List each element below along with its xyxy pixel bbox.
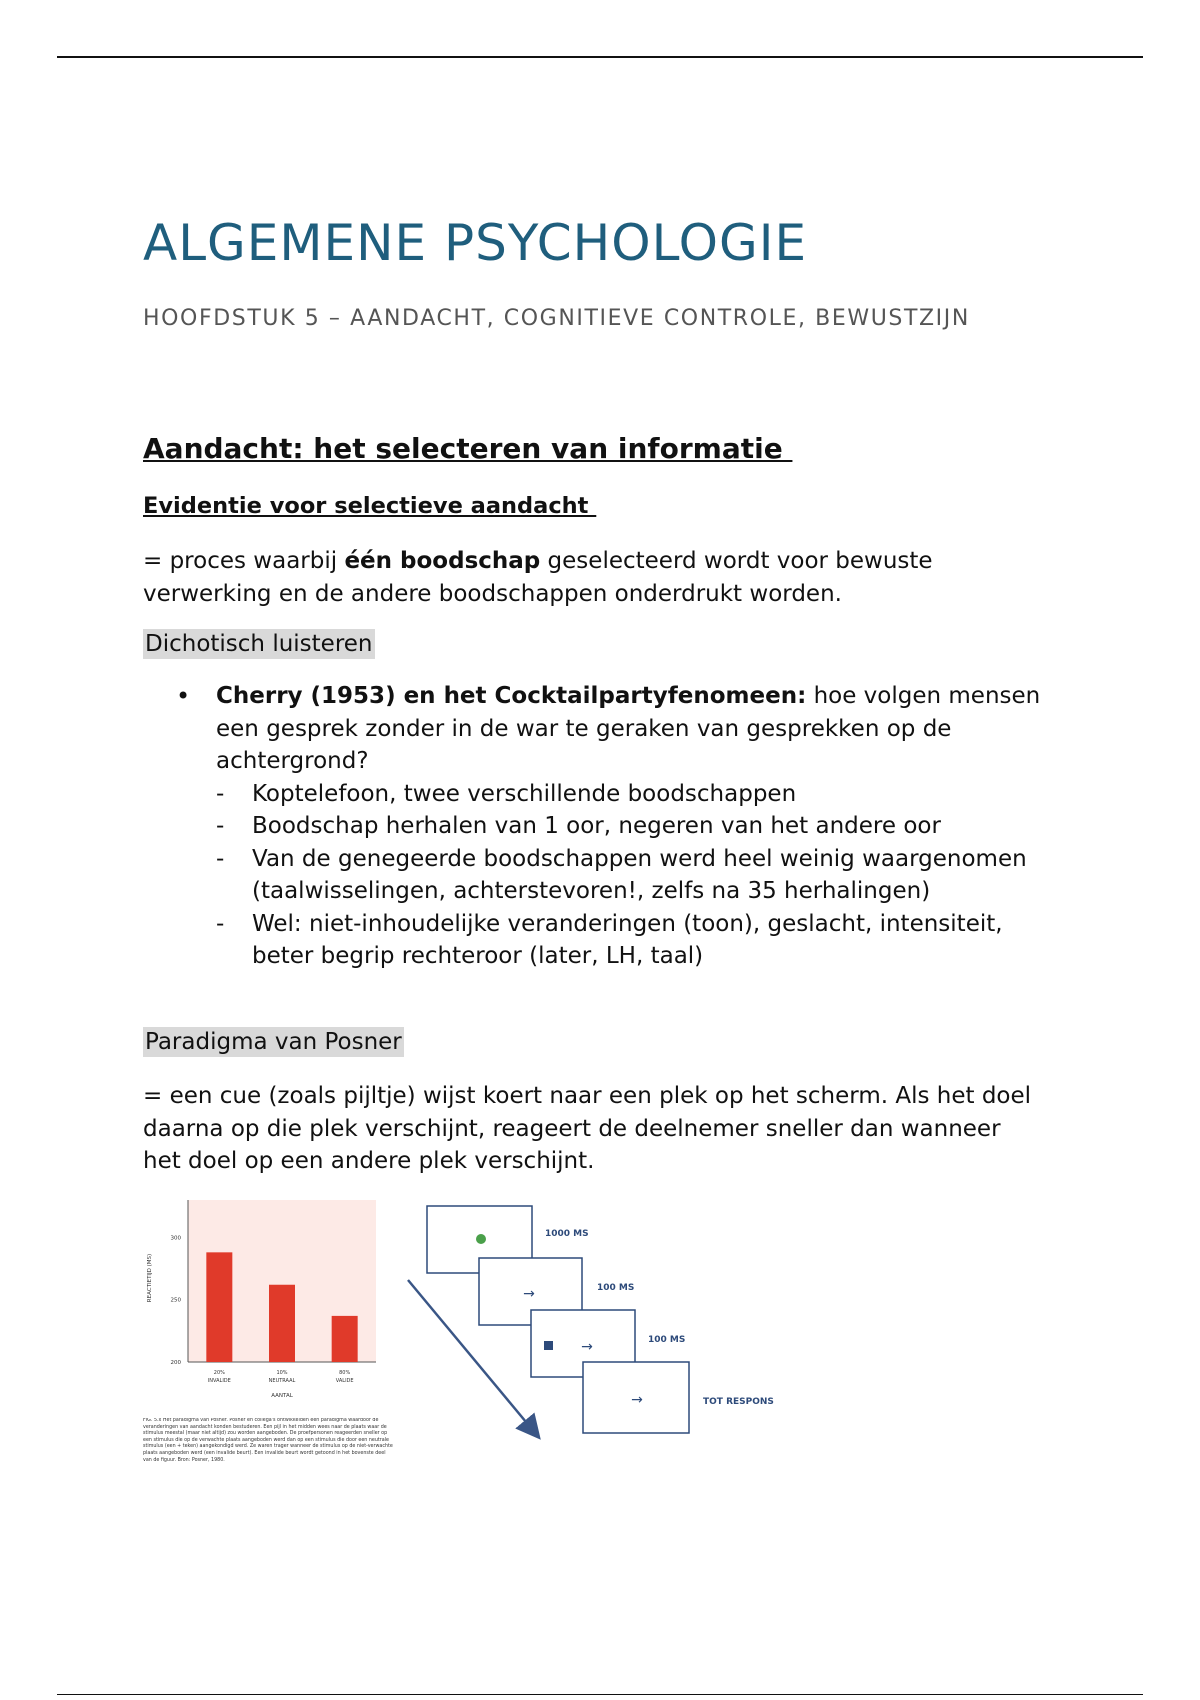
footer-rule <box>57 1694 1143 1695</box>
section-heading: Aandacht: het selecteren van informatie <box>143 432 793 465</box>
dichotic-label: Dichotisch luisteren <box>145 631 373 657</box>
cue-arrow-icon: → <box>631 1392 643 1408</box>
dash-item <box>143 810 1063 843</box>
dash-text: Van de genegeerde boodschappen werd heel weinig waargenomen (taalwisselingen, achterstevoren!, zelfs na 35 herhalingen) <box>252 845 1027 904</box>
dash-mark: - <box>216 910 225 937</box>
frame-label: TOT RESPONS <box>703 1397 774 1407</box>
chart-caption: FIG. 5.x Het paradigma van Posner. Posner en collega's ontwikkelden een paradigma waardoor de veranderingen van aandacht konden bestuderen. Een pijl in het midden wees naar de plaats waar de stimulus meestal (maar niet altijd) zou worden aangeboden. De proefpersonen reageerden sneller op een stimulus die op de verwachte plaats aangeboden werd dan op een stimulus die door een neutrale stimulus (een + teken) aangekondigd werd. Ze waren trager wanneer de stimulus op de niet-verwachte plaats aangeboden werd (een invalide beurt). Een invalide beurt wordt getoond in het bovenste deel van de figuur. Bron: Posner, 1980. <box>143 1418 393 1463</box>
bullet-bold: Cherry (1953) en het Cocktailpartyfenomeen: <box>216 683 807 709</box>
target-square <box>544 1341 553 1350</box>
dash-mark: - <box>216 845 225 872</box>
bullet-text: hoe volgen mensen een gesprek zonder in de war te geraken van gesprekken op de achtergrond? <box>216 683 1041 774</box>
y-tick-label: 300 <box>170 1235 181 1242</box>
sequence-frame <box>583 1362 774 1433</box>
dash-item <box>143 843 1063 908</box>
y-tick-label: 200 <box>170 1360 181 1366</box>
document-subtitle: HOOFDSTUK 5 – AANDACHT, COGNITIEVE CONTROLE, BEWUSTZIJN <box>143 306 970 331</box>
x-axis-label: AANTAL <box>271 1393 293 1399</box>
bar <box>332 1316 358 1362</box>
x-tick-label: NEUTRAAL <box>268 1378 296 1384</box>
dash-item <box>143 908 1063 973</box>
dash-text: Boodschap herhalen van 1 oor, negeren van het andere oor <box>252 813 941 839</box>
dash-text: Koptelefoon, twee verschillende boodschappen <box>252 780 797 807</box>
definition-bold: één boodschap <box>344 548 541 574</box>
document-title: ALGEMENE PSYCHOLOGIE <box>143 214 808 272</box>
x-tick-label: 10% <box>276 1370 288 1376</box>
posner-definition: = een cue (zoals pijltje) wijst koert naar een plek op het scherm. Als het doel daarna op die plek verschijnt, reageert de deelnemer sneller dan wanneer het doel op een andere plek verschijnt. <box>143 1083 1032 1174</box>
section-subheading: Evidentie voor selectieve aandacht <box>143 493 597 519</box>
bar <box>206 1252 232 1362</box>
definition-paragraph <box>143 545 1043 610</box>
bullet-symbol: • <box>176 682 191 710</box>
chart-caption-wrap <box>143 1418 393 1498</box>
header-rule <box>57 56 1143 58</box>
frame-label: 100 MS <box>597 1283 635 1293</box>
x-tick-label: 20% <box>213 1370 225 1376</box>
dash-list <box>143 778 1063 973</box>
posner-chart-figure <box>143 1198 393 1498</box>
x-tick-label: INVALIDE <box>207 1378 231 1384</box>
bar <box>269 1285 295 1362</box>
sequence-svg <box>405 1200 805 1450</box>
definition-prefix: = proces waarbij <box>143 548 345 574</box>
y-axis-label: REACTIETIJD (MS) <box>147 1253 153 1303</box>
y-tick-label: 250 <box>170 1297 181 1304</box>
x-tick-label: VALIDE <box>335 1378 354 1384</box>
dash-mark: - <box>216 813 225 839</box>
dash-mark: - <box>216 780 225 807</box>
x-tick-label: 80% <box>339 1370 351 1376</box>
posner-label: Paradigma van Posner <box>145 1029 402 1055</box>
fixation-dot <box>476 1234 486 1244</box>
definition-suffix: geselecteerd wordt voor bewuste verwerking en de andere boodschappen onderdrukt worden. <box>143 548 933 607</box>
dichotic-bullet <box>143 680 1063 973</box>
dash-text: Wel: niet-inhoudelijke veranderingen (toon), geslacht, intensiteit, beter begrip rechteroor (later, LH, taal) <box>252 910 1003 969</box>
dash-item <box>143 778 1063 811</box>
cue-arrow-icon: → <box>523 1286 535 1302</box>
bullet-item <box>143 680 1063 778</box>
cue-arrow-icon: → <box>581 1339 593 1355</box>
frame-label: 100 MS <box>648 1335 686 1345</box>
frame-label: 1000 MS <box>545 1229 589 1239</box>
posner-bar-chart <box>143 1198 393 1498</box>
posner-sequence-diagram <box>405 1200 805 1450</box>
